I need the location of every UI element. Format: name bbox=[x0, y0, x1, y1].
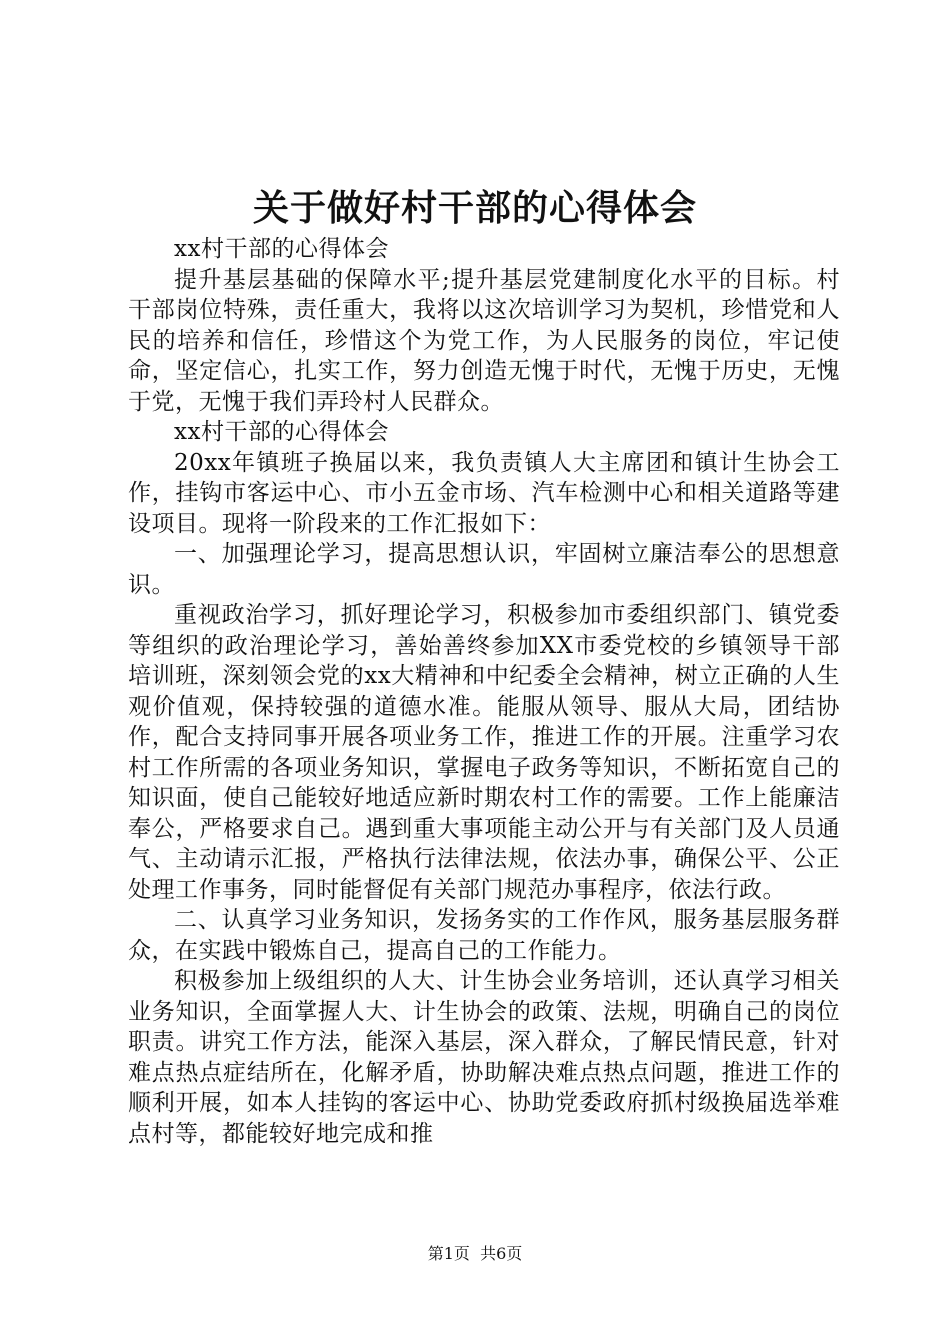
paragraph-subheading-1: xx村干部的心得体会 bbox=[174, 236, 389, 262]
section-heading-2: 二、认真学习业务知识，发扬务实的工作作风，服务基层服务群众，在实践中锻炼自己，提高自己的工作能力。 bbox=[128, 907, 840, 964]
paragraph-1: 提升基层基础的保障水平;提升基层党建制度化水平的目标。村干部岗位特殊，责任重大，我将以这次培训学习为契机，珍惜党和人民的培养和信任，珍惜这个为党工作，为人民服务的岗位，牢记使命，坚定信心，扎实工作，努力创造无愧于时代，无愧于历史，无愧于党，无愧于我们弄玲村人民群众。 bbox=[128, 266, 840, 415]
document-title: 关于做好村干部的心得体会 bbox=[252, 188, 697, 229]
page-number: 第1页 bbox=[427, 1244, 470, 1263]
page-footer bbox=[0, 1242, 950, 1266]
document-body bbox=[128, 234, 840, 1149]
paragraph-4: 积极参加上级组织的人大、计生协会业务培训，还认真学习相关业务知识，全面掌握人大、计生协会的政策、法规，明确自己的岗位职责。讲究工作方法，能深入基层，深入群众，了解民情民意，针对难点热点症结所在，化解矛盾，协助解决难点热点问题，推进工作的顺利开展，如本人挂钩的客运中心、协助党委政府抓村级换届选举难点村等，都能较好地完成和推 bbox=[128, 968, 840, 1147]
paragraph-3: 重视政治学习，抓好理论学习，积极参加市委组织部门、镇党委等组织的政治理论学习，善始善终参加XX市委党校的乡镇领导干部培训班，深刻领会党的xx大精神和中纪委全会精神，树立正确的人生观价值观，保持较强的道德水准。能服从领导、服从大局，团结协作，配合支持同事开展各项业务工作，推进工作的开展。注重学习农村工作所需的各项业务知识，掌握电子政务等知识，不断拓宽自己的知识面，使自己能较好地适应新时期农村工作的需要。工作上能廉洁奉公，严格要求自己。遇到重大事项能主动公开与有关部门及人员通气、主动请示汇报，严格执行法律法规，依法办事，确保公平、公正处理工作事务，同时能督促有关部门规范办事程序，依法行政。 bbox=[128, 602, 840, 903]
section-heading-1: 一、加强理论学习，提高思想认识，牢固树立廉洁奉公的思想意识。 bbox=[128, 541, 840, 598]
paragraph-2: 20xx年镇班子换届以来，我负责镇人大主席团和镇计生协会工作，挂钩市客运中心、市小五金市场、汽车检测中心和相关道路等建设项目。现将一阶段来的工作汇报如下： bbox=[128, 449, 840, 537]
paragraph-subheading-2: xx村干部的心得体会 bbox=[174, 419, 389, 445]
page-total: 共6页 bbox=[480, 1244, 523, 1263]
